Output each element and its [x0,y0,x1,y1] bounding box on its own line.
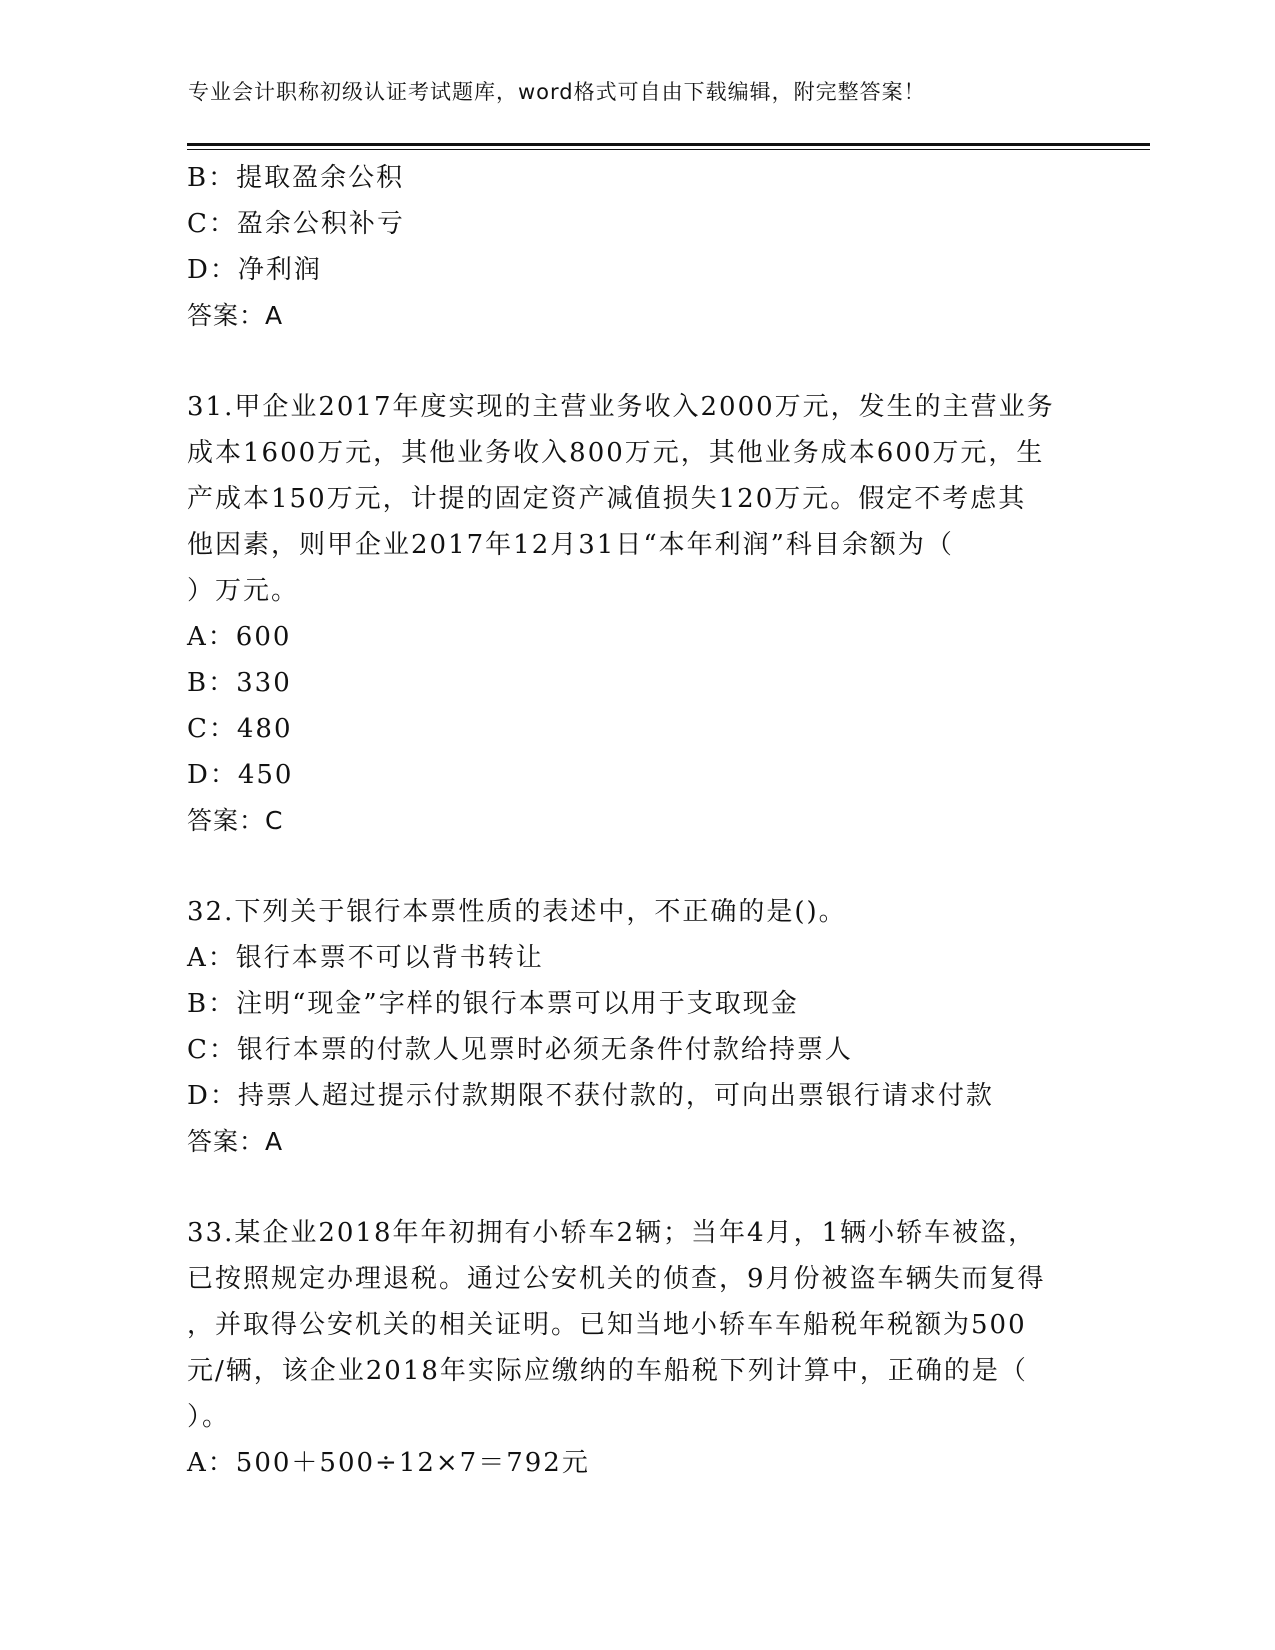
option-c: C：银行本票的付款人见票时必须无条件付款给持票人 [187,1035,853,1065]
header-rule-thin [187,149,1150,150]
question-30-tail [187,155,1087,339]
question-stem-line: 成本1600万元，其他业务收入800万元，其他业务成本600万元，生 [187,438,1045,468]
answer-line: 答案：A [187,1127,284,1156]
page-header: 专业会计职称初级认证考试题库，word格式可自由下载编辑，附完整答案！ [188,80,926,104]
header-rule [187,143,1150,146]
option-d: D：净利润 [187,255,322,285]
option-c: C：盈余公积补亏 [187,209,405,239]
question-33 [187,1210,1087,1486]
option-b: B：330 [187,668,292,698]
question-stem-line: 已按照规定办理退税。通过公安机关的侦查，9月份被盗车辆失而复得 [187,1264,1046,1294]
option-a: A：500＋500÷12×7＝792元 [187,1448,590,1478]
option-b: B：提取盈余公积 [187,163,405,193]
question-stem-line: 产成本150万元，计提的固定资产减值损失120万元。假定不考虑其 [187,484,1027,514]
answer-line: 答案：A [187,301,284,330]
question-stem-line: 31.甲企业2017年度实现的主营业务收入2000万元，发生的主营业务 [187,392,1055,422]
option-b: B：注明“现金”字样的银行本票可以用于支取现金 [187,989,799,1019]
option-c: C：480 [187,714,293,744]
question-stem-line: 33.某企业2018年年初拥有小轿车2辆；当年4月，1辆小轿车被盗， [187,1218,1037,1248]
question-stem-line: 他因素，则甲企业2017年12月31日“本年利润”科目余额为（ [187,530,954,560]
option-a: A：银行本票不可以背书转让 [187,943,544,973]
option-d: D：持票人超过提示付款期限不获付款的，可向出票银行请求付款 [187,1081,994,1111]
question-stem-line: ）万元。 [187,576,300,606]
option-a: A：600 [187,622,292,652]
question-stem-line: 元/辆，该企业2018年实际应缴纳的车船税下列计算中，正确的是（ [187,1356,1028,1386]
answer-line: 答案：C [187,806,284,835]
question-32 [187,889,1087,1165]
question-stem-line: 32.下列关于银行本票性质的表述中，不正确的是()。 [187,897,847,927]
question-content [187,155,1087,1486]
question-stem-line: ，并取得公安机关的相关证明。已知当地小轿车车船税年税额为500 [187,1310,1027,1340]
question-stem-line: ）。 [187,1402,231,1432]
option-d: D：450 [187,760,294,790]
question-31 [187,384,1087,844]
